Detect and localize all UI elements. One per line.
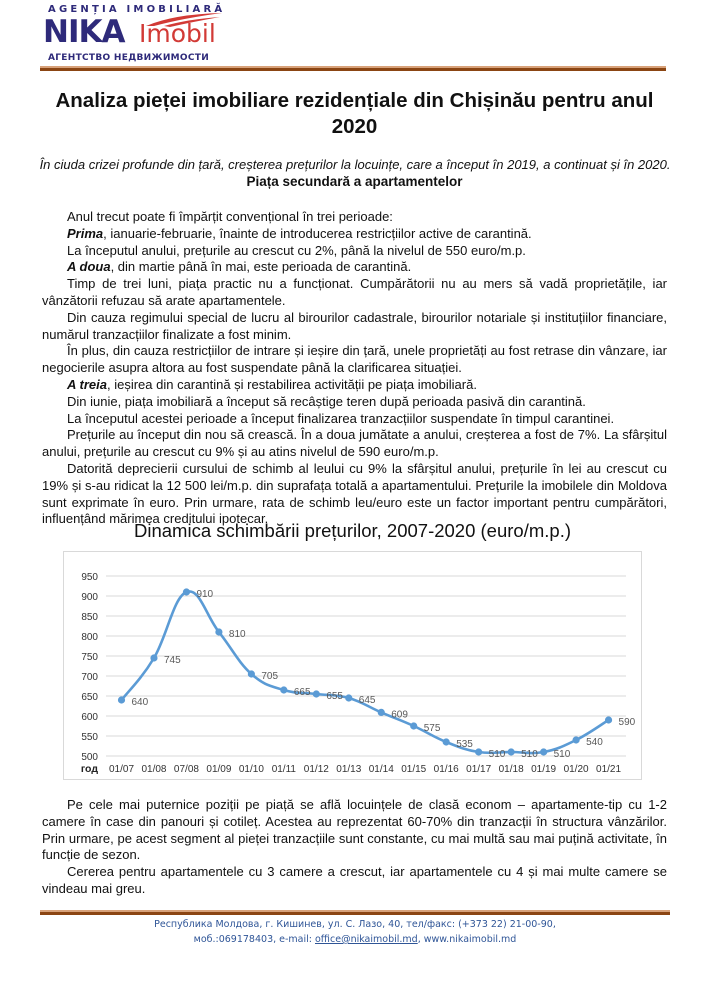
- logo-russian-tagline: АГЕНТСТВО НЕДВИЖИМОСТИ: [48, 53, 210, 63]
- data-label: 745: [163, 655, 181, 666]
- data-point: [345, 694, 352, 701]
- data-label: 645: [358, 695, 376, 706]
- y-tick-label: 650: [81, 692, 98, 703]
- footer-contacts-line: моб.:069178403, e-mail: office@nikaimobil.md, www.nikaimobil.md: [193, 934, 517, 945]
- data-point: [410, 722, 417, 729]
- paragraph: La începutul acestei perioade a început finalizarea tranzacțiilor suspendate în timpul carantinei.: [67, 410, 615, 426]
- data-point: [215, 628, 222, 635]
- data-point: [150, 654, 157, 661]
- data-label: 535: [456, 739, 473, 750]
- y-tick-label: 500: [81, 752, 98, 763]
- paragraph: Din iunie, piața imobiliară a început să recâștige teren după perioada pasivă din carantină.: [67, 393, 586, 409]
- data-point: [475, 748, 482, 755]
- logo-tagline: AGENȚIA IMOBILIARĂ: [48, 4, 226, 15]
- y-tick-label: 750: [81, 652, 98, 663]
- x-tick-label: 01/08: [141, 764, 167, 775]
- data-label: 510: [521, 749, 538, 760]
- page-title: Analiza pieței imobiliare rezidențiale din Chișinău pentru anul 2020: [55, 89, 654, 138]
- data-point: [313, 690, 320, 697]
- x-tick-label: 01/21: [596, 764, 622, 775]
- paragraph: Anul trecut poate fi împărțit convențional în trei perioade:: [67, 209, 393, 224]
- data-label: 810: [228, 629, 246, 640]
- data-label: 665: [293, 687, 311, 698]
- paragraph: În plus, din cauza restricțiilor de intrare și ieșire din țară, unele proprietăți au fost retrase din vânzare, iar negocierile asupra altora au fost suspendate până la clarificarea situației.: [42, 343, 667, 376]
- logo-subbrand: Imobil: [139, 19, 216, 48]
- footer-address: Республика Молдова, г. Кишинев, ул. С. Лазо, 40, тел/факс: (+373 22) 21-00-90,: [154, 919, 556, 930]
- data-point: [540, 748, 547, 755]
- paragraph: La începutul anului, prețurile au crescut cu 2%, până la nivelul de 550 euro/m.p.: [67, 242, 526, 258]
- x-tick-label: 01/15: [401, 764, 427, 775]
- x-tick-label: 01/11: [271, 764, 296, 775]
- section-heading: Piața secundară a apartamentelor: [246, 174, 463, 189]
- paragraph: Din cauza regimului special de lucru al birourilor cadastrale, birourilor notariale și instituțiilor financiare, numărul tranzacțiilor finalizate a fost minim.: [42, 309, 667, 342]
- price-line-chart: [63, 551, 642, 780]
- paragraph: Cererea pentru apartamentele cu 3 camere a crescut, iar apartamentele cu 4 și mai multe camere se vindeau mai greu.: [42, 864, 667, 896]
- paragraph: Timp de trei luni, piața practic nu a funcționat. Cumpărătorii nu au mers să vadă proprietățile, iar vânzătorii refuzau să arate apartamentele.: [42, 276, 667, 308]
- paragraph: A treia, ieșirea din carantină și restabilirea activității pe piața imobiliară.: [67, 376, 477, 392]
- paragraph: Prețurile au început din nou să crească. În a doua jumătate a anului, creșterea a fost de 7%. La sfârșitul anului, prețurile au crescut cu 9% și au atins nivelul de 590 euro/m.p.: [42, 427, 667, 460]
- x-tick-label: 01/07: [108, 764, 135, 775]
- paragraph: A doua, din martie până în mai, este perioada de carantină.: [67, 259, 412, 275]
- x-tick-label: 01/13: [336, 764, 362, 775]
- data-label: 575: [423, 723, 441, 734]
- x-tick-label: 01/12: [303, 764, 329, 775]
- data-label: 590: [618, 717, 636, 728]
- paragraph: Datorită deprecierii cursului de schimb al leului cu 9% la sfârșitul anului, prețurile în lei au crescut cu 19% și s-au ridicat la 12 500 lei/m.p. din suprafața totală a apartamentului. Prețurile la imobilele din Moldova sunt exprimate în euro. Prin urmare, rata de schimb leu/euro este un factor important pentru cumpărători, influențând mărimea creditului ipotecar.: [42, 460, 667, 527]
- y-tick-label: 850: [81, 612, 98, 623]
- agency-logo: [40, 2, 226, 64]
- x-tick-label: 01/16: [433, 764, 459, 775]
- y-tick-label: 800: [81, 632, 98, 643]
- x-tick-label: 01/17: [466, 764, 492, 775]
- x-tick-label: 01/20: [563, 764, 589, 775]
- data-point: [605, 716, 612, 723]
- data-point: [118, 696, 125, 703]
- data-point: [183, 588, 190, 595]
- lead-text: În ciuda crizei profunde din țară, creșterea prețurilor la locuințe, care a început în 2019, a continuat și în 2020.: [39, 157, 671, 172]
- data-point: [508, 748, 515, 755]
- x-tick-label: 01/09: [206, 764, 232, 775]
- y-tick-label: 700: [81, 672, 98, 683]
- data-label: 705: [261, 671, 279, 682]
- x-tick-label: 01/18: [498, 764, 524, 775]
- data-label: 910: [196, 589, 214, 600]
- data-label: 540: [586, 737, 603, 748]
- data-point: [378, 709, 385, 716]
- data-label: 640: [131, 697, 149, 708]
- logo-brand: NIKA: [43, 14, 125, 50]
- x-tick-label: 01/14: [368, 764, 394, 775]
- body-text-after-chart: [42, 797, 667, 898]
- body-text: [42, 209, 667, 528]
- data-label: 609: [391, 709, 408, 721]
- x-axis-label: год: [80, 763, 98, 775]
- email-link[interactable]: office@nikaimobil.md: [315, 934, 418, 945]
- data-label: 510: [553, 749, 571, 760]
- header-rule: [40, 66, 666, 71]
- data-point: [280, 686, 287, 693]
- x-tick-label: 07/08: [173, 764, 199, 775]
- y-tick-label: 600: [81, 712, 98, 723]
- y-tick-label: 900: [81, 592, 98, 603]
- data-point: [443, 738, 450, 745]
- data-label: 510: [488, 749, 506, 760]
- footer-rule: [40, 910, 670, 915]
- data-point: [248, 670, 255, 677]
- footer-contact: [40, 917, 670, 947]
- data-label: 655: [326, 691, 344, 702]
- chart-plot: [64, 552, 641, 779]
- paragraph: Prima, ianuarie-februarie, înainte de introducerea restricțiilor active de carantină.: [67, 225, 532, 241]
- y-tick-label: 950: [81, 572, 98, 583]
- website-link[interactable]: www.nikaimobil.md: [423, 934, 517, 945]
- data-point: [572, 736, 579, 743]
- x-tick-label: 01/10: [238, 764, 264, 775]
- chart-title: Dinamica schimbării prețurilor, 2007-2020 (euro/m.p.): [134, 520, 571, 541]
- x-tick-label: 01/19: [531, 764, 557, 775]
- paragraph: Pe cele mai puternice poziții pe piață se află locuințele de clasă econom – apartamente-tip cu 1-2 camere în case din panouri și cotileț. Acestea au reprezentat 60-70% din tranzacții în structura vânzărilor. Prin urmare, pe acest segment al pieței tranzacțiile sunt constante, cu mai multă sau mai puțină activitate, în funcție de sezon.: [42, 797, 667, 863]
- y-tick-label: 550: [81, 732, 98, 743]
